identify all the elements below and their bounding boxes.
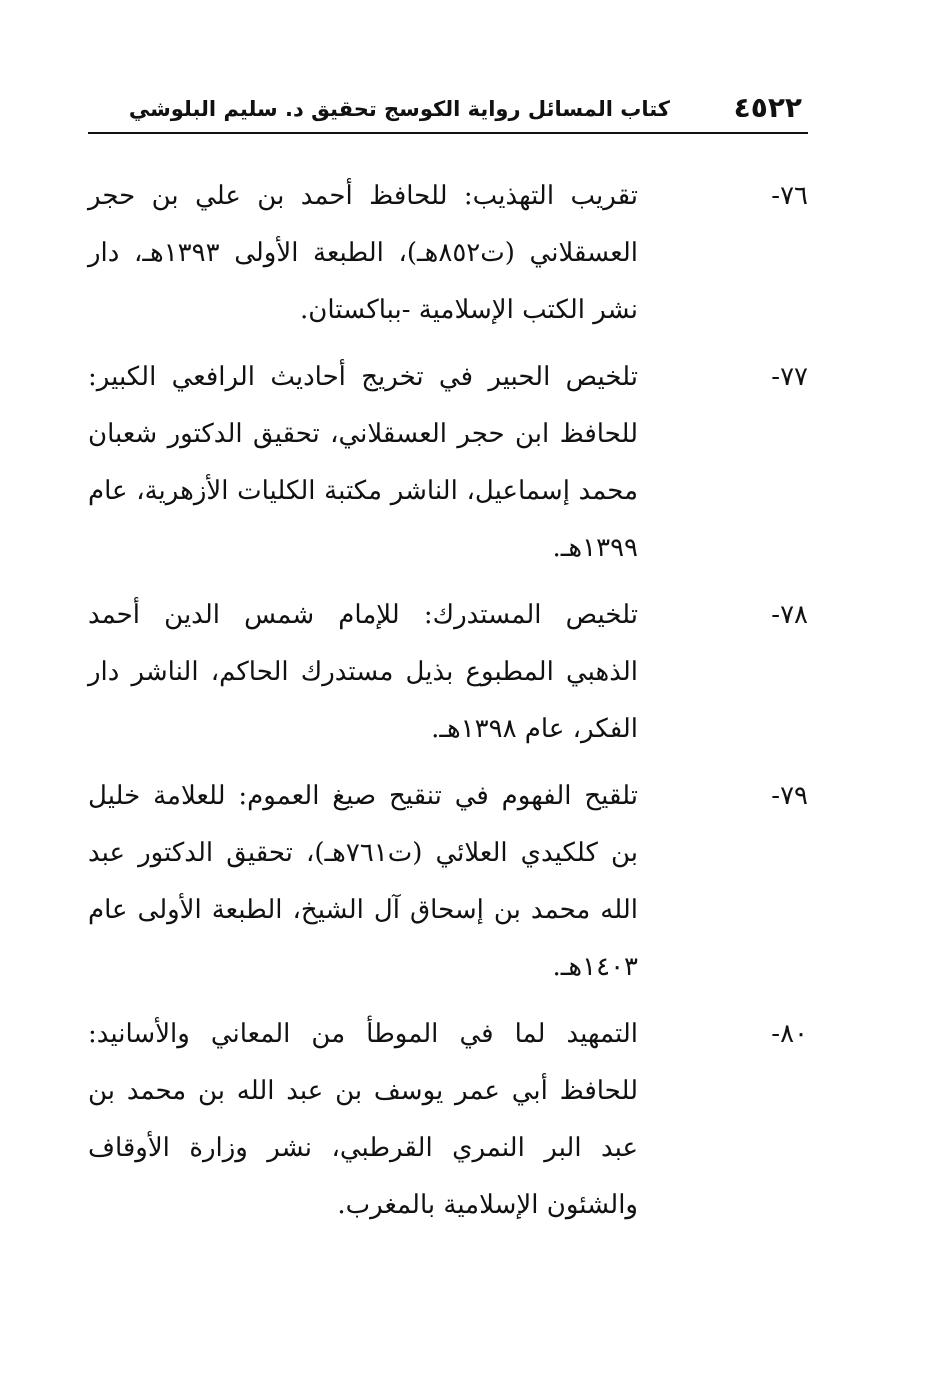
bibliography-entry: [88, 349, 808, 577]
page-number: ٤٥٢٢: [733, 91, 802, 124]
entry-text: تقريب التهذيب: للحافظ أحمد بن علي بن حجر العسقلاني (ت٨٥٢هـ)، الطبعة الأولى ١٣٩٣هـ، دار نشر الكتب الإسلامية -بباكستان.: [88, 181, 638, 325]
entry-text: تلخيص المستدرك: للإمام شمس الدين أحمد الذهبي المطبوع بذيل مستدرك الحاكم، الناشر دار الفكر، عام ١٣٩٨هـ.: [88, 600, 638, 744]
bibliography-entry: [88, 1006, 808, 1234]
entry-text: تلخيص الحبير في تخريج أحاديث الرافعي الكبير: للحافظ ابن حجر العسقلاني، تحقيق الدكتور شعبان محمد إسماعيل، الناشر مكتبة الكليات الأزهرية، عام ١٣٩٩هـ.: [88, 362, 638, 563]
bibliography-entry: [88, 168, 808, 339]
bibliography-list: [88, 168, 808, 1244]
bibliography-entry: [88, 768, 808, 996]
header-rule: [88, 132, 808, 134]
entry-number: ٧٩-: [771, 781, 808, 811]
entry-number: ٧٨-: [771, 600, 808, 630]
entry-number: ٧٧-: [771, 362, 808, 392]
running-title: كتاب المسائل رواية الكوسج تحقيق د. سليم البلوشي: [128, 97, 670, 121]
entry-text: تلقيح الفهوم في تنقيح صيغ العموم: للعلامة خليل بن كلكيدي العلائي (ت٧٦١هـ)، تحقيق الدكتور عبد الله محمد بن إسحاق آل الشيخ، الطبعة الأولى عام ١٤٠٣هـ.: [88, 781, 638, 982]
entry-number: ٧٦-: [771, 181, 808, 211]
page-header: [88, 86, 808, 134]
entry-number: ٨٠-: [771, 1019, 808, 1049]
bibliography-entry: [88, 587, 808, 758]
entry-text: التمهيد لما في الموطأ من المعاني والأسانيد: للحافظ أبي عمر يوسف بن عبد الله بن محمد بن عبد البر النمري القرطبي، نشر وزارة الأوقاف والشئون الإسلامية بالمغرب.: [88, 1019, 638, 1220]
